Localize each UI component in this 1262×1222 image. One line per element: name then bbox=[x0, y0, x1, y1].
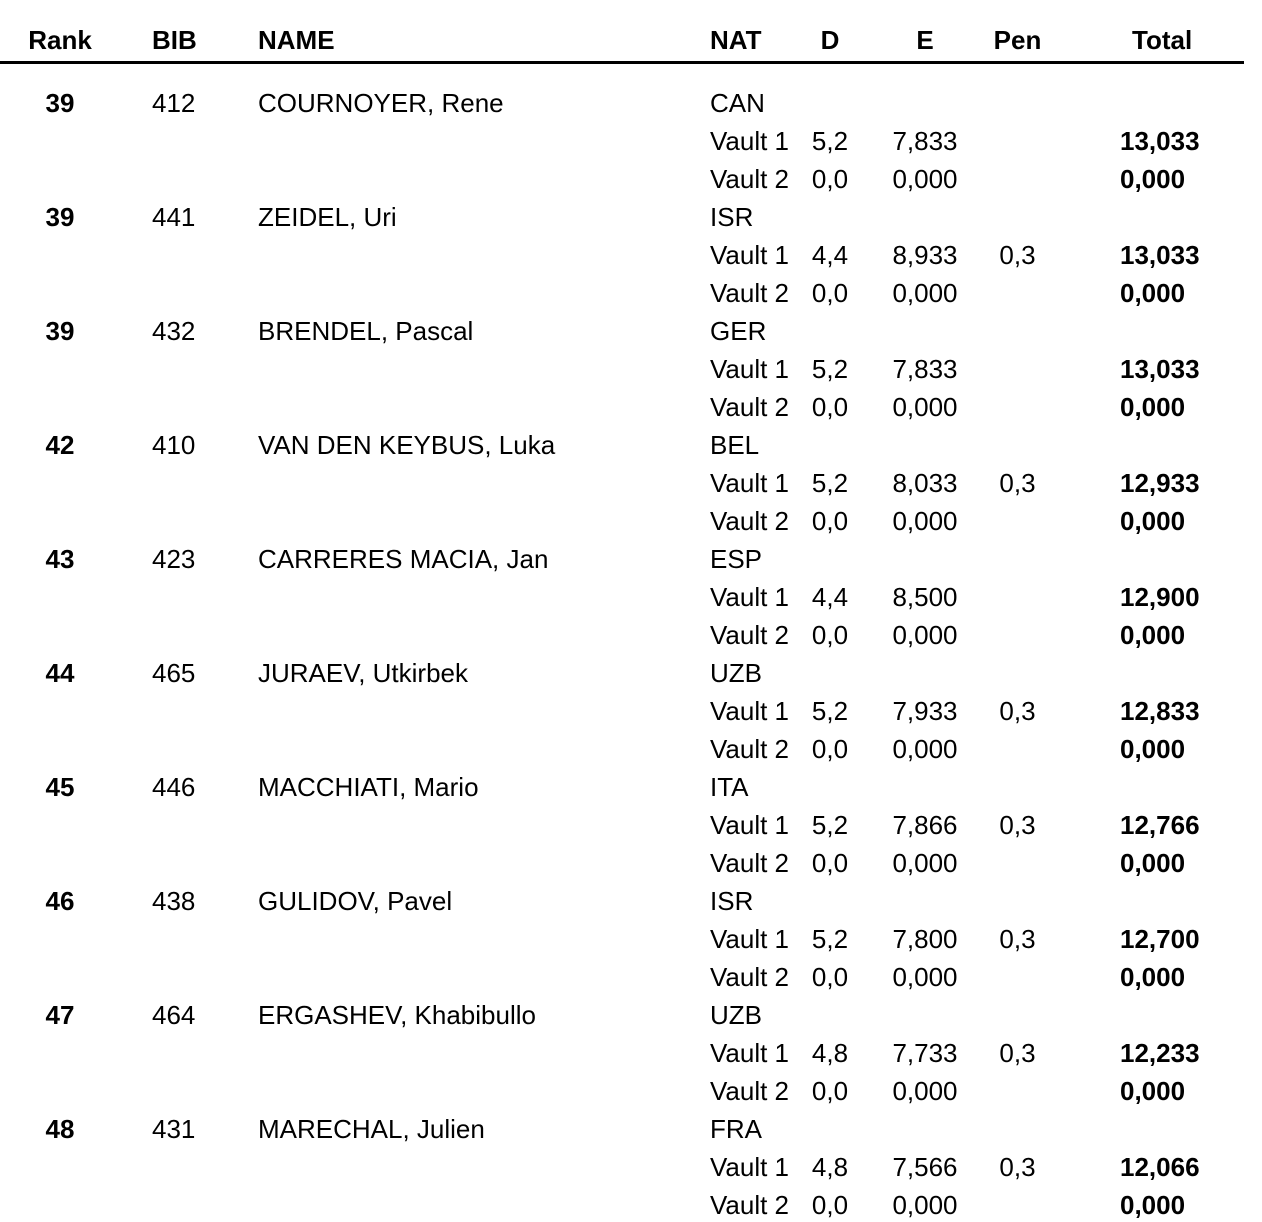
vault1-label: Vault 1 bbox=[710, 125, 790, 156]
vault1-e-score: 7,833 bbox=[892, 125, 958, 156]
vault1-e-score: 7,866 bbox=[892, 809, 958, 840]
header-total: Total bbox=[1132, 25, 1193, 55]
athlete-name: MACCHIATI, Mario bbox=[258, 771, 479, 802]
header-rank: Rank bbox=[28, 25, 92, 55]
vault1-total: 12,933 bbox=[1120, 467, 1200, 498]
vault1-label: Vault 1 bbox=[710, 1151, 790, 1182]
vault1-e-score: 8,933 bbox=[892, 239, 958, 270]
vault1-penalty: 0,3 bbox=[999, 923, 1036, 954]
athlete-name: GULIDOV, Pavel bbox=[258, 885, 453, 916]
vault2-total: 0,000 bbox=[1120, 1075, 1186, 1106]
vault2-row bbox=[0, 502, 1244, 540]
vault1-row bbox=[0, 920, 1244, 958]
vault2-label: Vault 2 bbox=[710, 277, 790, 308]
athlete-name: VAN DEN KEYBUS, Luka bbox=[258, 429, 556, 460]
bib-value: 432 bbox=[152, 315, 196, 346]
header-nat: NAT bbox=[710, 25, 762, 55]
vault2-label: Vault 2 bbox=[710, 505, 790, 536]
bib-value: 465 bbox=[152, 657, 196, 688]
table-header-row bbox=[0, 0, 1244, 64]
vault2-total: 0,000 bbox=[1120, 733, 1186, 764]
nation-code: UZB bbox=[710, 999, 762, 1030]
rank-value: 44 bbox=[45, 657, 75, 688]
vault1-total: 13,033 bbox=[1120, 125, 1200, 156]
header-d-score: D bbox=[820, 25, 840, 55]
vault1-penalty: 0,3 bbox=[999, 239, 1036, 270]
vault2-row bbox=[0, 1186, 1244, 1222]
vault2-total: 0,000 bbox=[1120, 277, 1186, 308]
vault1-e-score: 7,933 bbox=[892, 695, 958, 726]
vault2-d-score: 0,0 bbox=[811, 391, 849, 422]
vault1-e-score: 7,800 bbox=[892, 923, 958, 954]
vault1-label: Vault 1 bbox=[710, 353, 790, 384]
nation-code: GER bbox=[710, 315, 767, 346]
vault2-label: Vault 2 bbox=[710, 1189, 790, 1220]
vault1-d-score: 5,2 bbox=[811, 695, 849, 726]
vault2-total: 0,000 bbox=[1120, 391, 1186, 422]
vault2-total: 0,000 bbox=[1120, 1189, 1186, 1220]
vault2-label: Vault 2 bbox=[710, 163, 790, 194]
vault2-total: 0,000 bbox=[1120, 961, 1186, 992]
vault2-d-score: 0,0 bbox=[811, 619, 849, 650]
vault1-e-score: 8,033 bbox=[892, 467, 958, 498]
vault2-e-score: 0,000 bbox=[892, 733, 958, 764]
vault2-label: Vault 2 bbox=[710, 1075, 790, 1106]
athlete-row bbox=[0, 198, 1244, 236]
vault2-row bbox=[0, 388, 1244, 426]
nation-code: ITA bbox=[710, 771, 749, 802]
vault2-d-score: 0,0 bbox=[811, 733, 849, 764]
vault1-label: Vault 1 bbox=[710, 467, 790, 498]
vault1-row bbox=[0, 1148, 1244, 1186]
nation-code: ESP bbox=[710, 543, 763, 574]
vault2-label: Vault 2 bbox=[710, 847, 790, 878]
athlete-row bbox=[0, 540, 1244, 578]
vault1-row bbox=[0, 236, 1244, 274]
vault1-penalty: 0,3 bbox=[999, 1037, 1036, 1068]
rank-value: 42 bbox=[45, 429, 75, 460]
vault2-e-score: 0,000 bbox=[892, 619, 958, 650]
vault1-row bbox=[0, 806, 1244, 844]
vault2-d-score: 0,0 bbox=[811, 505, 849, 536]
vault1-total: 12,700 bbox=[1120, 923, 1200, 954]
vault1-d-score: 4,4 bbox=[811, 581, 849, 612]
vault1-label: Vault 1 bbox=[710, 695, 790, 726]
vault1-total: 13,033 bbox=[1120, 353, 1200, 384]
athlete-row bbox=[0, 312, 1244, 350]
vault1-e-score: 7,833 bbox=[892, 353, 958, 384]
nation-code: ISR bbox=[710, 201, 754, 232]
athlete-name: ERGASHEV, Khabibullo bbox=[258, 999, 536, 1030]
athlete-row bbox=[0, 996, 1244, 1034]
vault1-penalty: 0,3 bbox=[999, 809, 1036, 840]
vault2-total: 0,000 bbox=[1120, 847, 1186, 878]
vault2-row bbox=[0, 274, 1244, 312]
vault2-total: 0,000 bbox=[1120, 505, 1186, 536]
vault1-label: Vault 1 bbox=[710, 923, 790, 954]
vault2-row bbox=[0, 616, 1244, 654]
vault2-label: Vault 2 bbox=[710, 619, 790, 650]
rank-value: 39 bbox=[45, 87, 75, 118]
athlete-row bbox=[0, 654, 1244, 692]
header-name: NAME bbox=[258, 25, 335, 55]
athlete-row bbox=[0, 768, 1244, 806]
vault1-total: 12,900 bbox=[1120, 581, 1200, 612]
vault1-total: 12,233 bbox=[1120, 1037, 1200, 1068]
vault2-total: 0,000 bbox=[1120, 619, 1186, 650]
vault1-label: Vault 1 bbox=[710, 809, 790, 840]
athlete-row bbox=[0, 882, 1244, 920]
vault2-d-score: 0,0 bbox=[811, 847, 849, 878]
vault1-row bbox=[0, 692, 1244, 730]
header-bib: BIB bbox=[152, 25, 197, 55]
bib-value: 446 bbox=[152, 771, 196, 802]
athlete-row bbox=[0, 84, 1244, 122]
vault2-d-score: 0,0 bbox=[811, 961, 849, 992]
vault2-d-score: 0,0 bbox=[811, 163, 849, 194]
vault1-label: Vault 1 bbox=[710, 239, 790, 270]
vault2-e-score: 0,000 bbox=[892, 505, 958, 536]
vault1-total: 12,066 bbox=[1120, 1151, 1200, 1182]
nation-code: ISR bbox=[710, 885, 754, 916]
vault2-row bbox=[0, 1072, 1244, 1110]
vault2-row bbox=[0, 730, 1244, 768]
bib-value: 410 bbox=[152, 429, 196, 460]
vault1-e-score: 7,733 bbox=[892, 1037, 958, 1068]
vault1-row bbox=[0, 350, 1244, 388]
athlete-name: CARRERES MACIA, Jan bbox=[258, 543, 549, 574]
vault2-row bbox=[0, 844, 1244, 882]
vault2-e-score: 0,000 bbox=[892, 1075, 958, 1106]
vault2-label: Vault 2 bbox=[710, 961, 790, 992]
vault2-e-score: 0,000 bbox=[892, 277, 958, 308]
vault2-e-score: 0,000 bbox=[892, 961, 958, 992]
vault1-d-score: 5,2 bbox=[811, 809, 849, 840]
bib-value: 423 bbox=[152, 543, 196, 574]
vault1-penalty: 0,3 bbox=[999, 467, 1036, 498]
vault2-label: Vault 2 bbox=[710, 391, 790, 422]
athlete-name: JURAEV, Utkirbek bbox=[258, 657, 468, 688]
athlete-name: BRENDEL, Pascal bbox=[258, 315, 474, 346]
vault2-row bbox=[0, 160, 1244, 198]
nation-code: FRA bbox=[710, 1113, 762, 1144]
nation-code: UZB bbox=[710, 657, 762, 688]
vault2-label: Vault 2 bbox=[710, 733, 790, 764]
athlete-name: COURNOYER, Rene bbox=[258, 87, 504, 118]
vault2-row bbox=[0, 958, 1244, 996]
vault1-d-score: 4,8 bbox=[811, 1037, 849, 1068]
vault1-total: 12,833 bbox=[1120, 695, 1200, 726]
vault1-row bbox=[0, 1034, 1244, 1072]
header-e-score: E bbox=[916, 25, 934, 55]
bib-value: 464 bbox=[152, 999, 196, 1030]
vault1-total: 13,033 bbox=[1120, 239, 1200, 270]
vault1-d-score: 5,2 bbox=[811, 467, 849, 498]
vault2-total: 0,000 bbox=[1120, 163, 1186, 194]
athlete-name: MARECHAL, Julien bbox=[258, 1113, 485, 1144]
vault1-d-score: 5,2 bbox=[811, 923, 849, 954]
bib-value: 412 bbox=[152, 87, 196, 118]
bib-value: 438 bbox=[152, 885, 196, 916]
vault1-e-score: 8,500 bbox=[892, 581, 958, 612]
vault1-label: Vault 1 bbox=[710, 1037, 790, 1068]
vault1-e-score: 7,566 bbox=[892, 1151, 958, 1182]
nation-code: BEL bbox=[710, 429, 760, 460]
vault1-d-score: 5,2 bbox=[811, 125, 849, 156]
rank-value: 47 bbox=[45, 999, 75, 1030]
header-penalty: Pen bbox=[993, 25, 1042, 55]
rank-value: 48 bbox=[45, 1113, 75, 1144]
nation-code: CAN bbox=[710, 87, 765, 118]
vault2-e-score: 0,000 bbox=[892, 1189, 958, 1220]
athlete-row bbox=[0, 426, 1244, 464]
vault1-row bbox=[0, 122, 1244, 160]
rank-value: 45 bbox=[45, 771, 75, 802]
vault2-d-score: 0,0 bbox=[811, 277, 849, 308]
vault1-label: Vault 1 bbox=[710, 581, 790, 612]
rank-value: 39 bbox=[45, 201, 75, 232]
bib-value: 431 bbox=[152, 1113, 196, 1144]
bib-value: 441 bbox=[152, 201, 196, 232]
rank-value: 43 bbox=[45, 543, 75, 574]
vault1-penalty: 0,3 bbox=[999, 695, 1036, 726]
vault2-e-score: 0,000 bbox=[892, 391, 958, 422]
athlete-name: ZEIDEL, Uri bbox=[258, 201, 397, 232]
rank-value: 46 bbox=[45, 885, 75, 916]
vault1-d-score: 5,2 bbox=[811, 353, 849, 384]
vault1-row bbox=[0, 464, 1244, 502]
vault2-d-score: 0,0 bbox=[811, 1189, 849, 1220]
vault2-d-score: 0,0 bbox=[811, 1075, 849, 1106]
vault1-total: 12,766 bbox=[1120, 809, 1200, 840]
vault1-row bbox=[0, 578, 1244, 616]
vault1-penalty: 0,3 bbox=[999, 1151, 1036, 1182]
vault2-e-score: 0,000 bbox=[892, 847, 958, 878]
vault1-d-score: 4,8 bbox=[811, 1151, 849, 1182]
table-body bbox=[0, 64, 1244, 1222]
vault1-d-score: 4,4 bbox=[811, 239, 849, 270]
rank-value: 39 bbox=[45, 315, 75, 346]
vault2-e-score: 0,000 bbox=[892, 163, 958, 194]
athlete-row bbox=[0, 1110, 1244, 1148]
